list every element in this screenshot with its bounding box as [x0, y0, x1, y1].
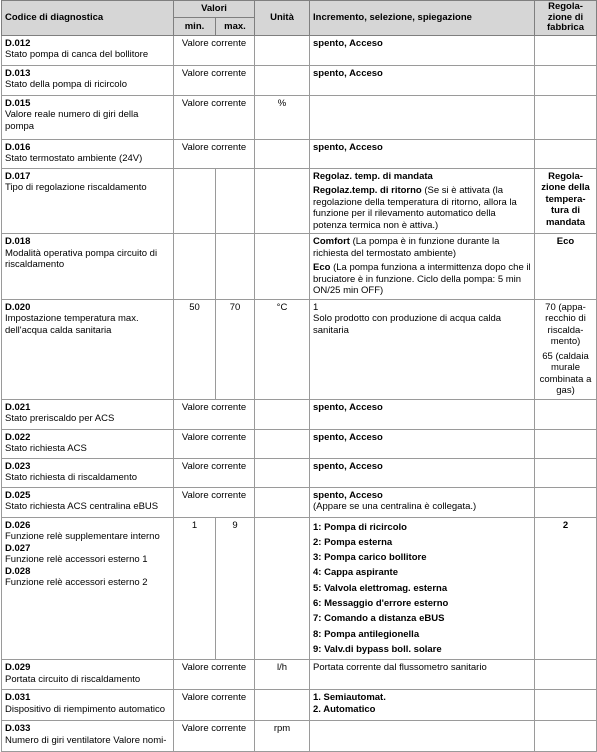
desc-text: (Appare se una centralina è collegata.) — [313, 501, 477, 512]
header-min: min. — [174, 18, 216, 35]
value-cell: Valore corrente — [174, 139, 255, 168]
header-unit: Unità — [255, 1, 310, 36]
desc-text: (Se si è attivata (la regolazione della temperatura di ritorno, allora la funzione per il rilevamento automatico della potenza termica non è attiva.) — [313, 185, 517, 231]
diag-label: Tipo di regolazione riscaldamento — [5, 182, 147, 193]
unit-cell: l/h — [255, 660, 310, 690]
diag-code: D.031 — [5, 692, 31, 704]
diag-code: D.021 — [5, 401, 31, 413]
desc-cell: spento, Acceso — [310, 458, 535, 487]
desc-option: Regolaz.temp. di ritorno — [313, 185, 422, 196]
value-cell: Valore corrente — [174, 690, 255, 721]
desc-option: Eco — [313, 262, 331, 273]
diag-code: D.029 — [5, 662, 31, 674]
table-row — [2, 517, 597, 660]
max-cell: 70 — [216, 299, 255, 399]
diag-code: D.026 — [5, 519, 31, 531]
desc-text: 1 — [313, 301, 319, 313]
unit-cell — [255, 399, 310, 429]
value-cell: Valore corrente — [174, 487, 255, 517]
table-row — [2, 429, 597, 458]
table-row — [2, 721, 597, 752]
diag-code: D.018 — [5, 236, 31, 247]
factory-cell — [535, 690, 597, 721]
relay-option: 9: Valv.di bypass boll. solare — [313, 643, 442, 655]
table-row — [2, 660, 597, 690]
desc-cell — [310, 517, 535, 660]
header-max: max. — [216, 18, 255, 35]
factory-cell — [535, 429, 597, 458]
relay-option: 1: Pompa di ricircolo — [313, 521, 407, 533]
diag-code: D.020 — [5, 301, 31, 313]
diag-label: Funzione relè supplementare interno — [5, 531, 160, 542]
diag-label: Dispositivo di riempimento automatico — [5, 703, 165, 715]
table-row — [2, 234, 597, 300]
factory-value: 70 (appa-recchio di riscalda-mento) — [545, 301, 586, 347]
diag-label: Stato richiesta di riscaldamento — [5, 472, 138, 483]
value-cell: Valore corrente — [174, 429, 255, 458]
unit-cell — [255, 458, 310, 487]
desc-option: 1. Semiautomat. — [313, 692, 386, 704]
diag-label: Stato pompa di canca del bollitore — [5, 49, 149, 60]
unit-cell — [255, 35, 310, 65]
diag-code: D.033 — [5, 723, 31, 735]
table-row — [2, 399, 597, 429]
relay-option: 2: Pompa esterna — [313, 536, 393, 548]
diag-code: D.027 — [5, 542, 31, 554]
diag-label: Funzione relè accessori esterno 1 — [5, 554, 148, 565]
desc-option: 2. Automatico — [313, 703, 376, 715]
factory-cell — [535, 399, 597, 429]
header-code: Codice di diagnostica — [2, 1, 174, 36]
factory-cell — [535, 35, 597, 65]
relay-option: 6: Messaggio d'errore esterno — [313, 597, 449, 609]
factory-cell — [535, 487, 597, 517]
table-row — [2, 487, 597, 517]
diagnostic-table — [1, 0, 597, 752]
diag-label: Portata circuito di riscaldamento — [5, 673, 141, 685]
value-cell: Valore corrente — [174, 660, 255, 690]
diag-label: Impostazione temperatura max. dell'acqua calda sanitaria — [5, 313, 139, 336]
value-cell: Valore corrente — [174, 458, 255, 487]
diag-label: Stato richiesta ACS — [5, 443, 87, 454]
desc-option: spento, Acceso — [313, 489, 383, 501]
table-row — [2, 35, 597, 65]
factory-cell — [535, 721, 597, 752]
diag-code: D.028 — [5, 565, 31, 577]
desc-text: (La pompa funziona a intermittenza dopo che il bruciatore è in funzione. Ciclo della pompa: 5 min ON/25 min OFF) — [313, 262, 531, 296]
diag-code: D.013 — [5, 67, 31, 79]
diag-code: D.012 — [5, 37, 31, 49]
unit-cell — [255, 517, 310, 660]
table-row — [2, 95, 597, 139]
header-factory: Regola-zione di fabbrica — [535, 1, 597, 36]
unit-cell — [255, 429, 310, 458]
desc-cell — [310, 690, 535, 721]
header-description: Incremento, selezione, spiegazione — [310, 1, 535, 36]
factory-cell — [535, 458, 597, 487]
desc-cell — [310, 234, 535, 300]
desc-cell: spento, Acceso — [310, 139, 535, 168]
desc-cell: spento, Acceso — [310, 429, 535, 458]
diag-label: Modalità operativa pompa circuito di riscaldamento — [5, 247, 158, 270]
factory-cell — [535, 65, 597, 95]
desc-option: Regolaz. temp. di mandata — [313, 170, 433, 182]
desc-cell: spento, Acceso — [310, 399, 535, 429]
diag-label: Valore reale numero di giri della pompa — [5, 109, 139, 132]
diag-label: Stato preriscaldo per ACS — [5, 413, 115, 424]
factory-cell: Regola-zione della tempera-tura di mandata — [535, 168, 597, 234]
diag-label: Numero di giri ventilatore Valore nomi- — [5, 734, 167, 746]
relay-option: 7: Comando a distanza eBUS — [313, 613, 445, 625]
desc-cell: spento, Acceso — [310, 35, 535, 65]
diag-label: Stato termostato ambiente (24V) — [5, 153, 143, 164]
desc-text: (La pompa è in funzione durante la richiesta del termostato ambiente) — [313, 236, 500, 259]
factory-value: 65 (caldaia murale combinata a gas) — [539, 350, 592, 396]
table-row — [2, 458, 597, 487]
unit-cell: °C — [255, 299, 310, 399]
table-row — [2, 65, 597, 95]
desc-cell — [310, 721, 535, 752]
table-row — [2, 168, 597, 234]
relay-option: 4: Cappa aspirante — [313, 567, 398, 579]
diag-label: Stato richiesta ACS centralina eBUS — [5, 501, 159, 512]
diag-label: Stato della pompa di ricircolo — [5, 79, 127, 90]
diag-label: Funzione relè accessori esterno 2 — [5, 577, 148, 588]
unit-cell — [255, 168, 310, 234]
unit-cell: rpm — [255, 721, 310, 752]
desc-cell — [310, 299, 535, 399]
desc-text: Solo prodotto con produzione di acqua calda sanitaria — [313, 313, 502, 336]
factory-cell — [535, 299, 597, 399]
table-row — [2, 139, 597, 168]
header-values: Valori — [174, 1, 255, 18]
unit-cell — [255, 65, 310, 95]
desc-cell — [310, 487, 535, 517]
factory-cell — [535, 660, 597, 690]
desc-cell — [310, 168, 535, 234]
desc-cell: spento, Acceso — [310, 65, 535, 95]
value-cell: Valore corrente — [174, 399, 255, 429]
unit-cell — [255, 487, 310, 517]
value-cell: Valore corrente — [174, 95, 255, 139]
factory-cell: Eco — [535, 234, 597, 300]
unit-cell — [255, 690, 310, 721]
table-row — [2, 299, 597, 399]
unit-cell: % — [255, 95, 310, 139]
factory-cell — [535, 139, 597, 168]
diag-code: D.025 — [5, 489, 31, 501]
relay-option: 5: Valvola elettromag. esterna — [313, 582, 448, 594]
value-cell: Valore corrente — [174, 721, 255, 752]
value-cell: Valore corrente — [174, 35, 255, 65]
desc-cell — [310, 95, 535, 139]
diag-code: D.017 — [5, 170, 31, 182]
table-row — [2, 690, 597, 721]
min-cell: 50 — [174, 299, 216, 399]
min-cell: 1 — [174, 517, 216, 660]
diag-code: D.023 — [5, 460, 31, 472]
diag-code: D.016 — [5, 141, 31, 153]
unit-cell — [255, 234, 310, 300]
factory-cell — [535, 95, 597, 139]
relay-option: 8: Pompa antilegionella — [313, 628, 420, 640]
max-cell: 9 — [216, 517, 255, 660]
desc-option: Comfort — [313, 236, 350, 247]
diag-code: D.022 — [5, 431, 31, 443]
factory-cell: 2 — [535, 517, 597, 660]
desc-cell: Portata corrente dal flussometro sanitario — [310, 660, 535, 690]
diag-code: D.015 — [5, 97, 31, 109]
value-cell: Valore corrente — [174, 65, 255, 95]
unit-cell — [255, 139, 310, 168]
relay-option: 3: Pompa carico bollitore — [313, 552, 427, 564]
